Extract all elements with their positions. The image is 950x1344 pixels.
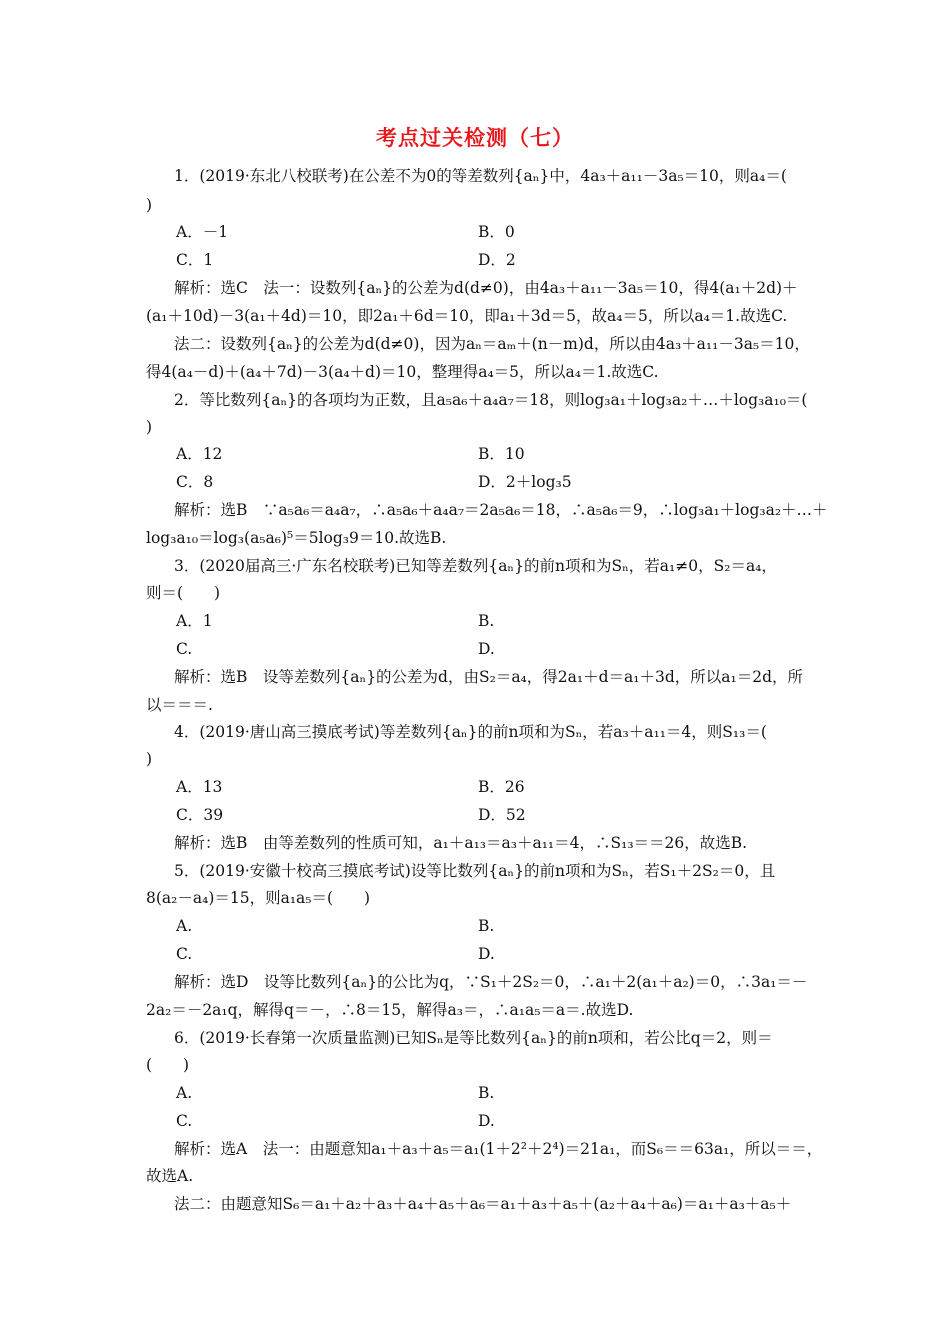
option-right: D．2 xyxy=(478,251,516,269)
text-line: 1．(2019·东北八校联考)在公差不为0的等差数列{aₙ}中，4a₃＋a₁₁－3a₅＝10，则a₄＝( xyxy=(174,167,787,185)
page-title: 考点过关检测（七） xyxy=(376,125,574,150)
option-right: D. xyxy=(478,640,495,658)
text-line: 解析：选B 设等差数列{aₙ}的公差为d，由S₂＝a₄，得2a₁＋d＝a₁＋3d，所以a₁＝2d，所 xyxy=(174,668,803,686)
text-line: 以＝＝＝. xyxy=(146,696,213,714)
text-line: 6．(2019·长春第一次质量监测)已知Sₙ是等比数列{aₙ}的前n项和，若公比q＝2，则＝ xyxy=(174,1029,773,1047)
text-line: 2．等比数列{aₙ}的各项均为正数，且a₅a₆＋a₄a₇＝18，则log₃a₁＋log₃a₂＋…＋log₃a₁₀＝( xyxy=(174,391,808,409)
text-line: 8(a₂－a₄)＝15，则a₁a₅＝( ) xyxy=(146,889,371,907)
option-left: C．1 xyxy=(176,251,214,269)
text-line: 故选A. xyxy=(146,1167,194,1185)
option-left: C．39 xyxy=(176,806,224,824)
option-left: C．8 xyxy=(176,473,214,491)
text-line: ) xyxy=(146,418,153,436)
text-line: 解析：选B ∵a₅a₆＝a₄a₇，∴a₅a₆＋a₄a₇＝2a₅a₆＝18，∴a₅a₆＝9，∴log₃a₁＋log₃a₂＋…＋ xyxy=(174,501,828,519)
text-line: 解析：选C 法一：设数列{aₙ}的公差为d(d≠0)，由4a₃＋a₁₁－3a₅＝10，得4(a₁＋2d)＋ xyxy=(174,279,798,297)
option-left: C. xyxy=(176,945,193,963)
text-line: 3．(2020届高三·广东名校联考)已知等差数列{aₙ}的前n项和为Sₙ，若a₁≠0，S₂＝a₄， xyxy=(174,557,777,575)
option-right: B．0 xyxy=(478,223,515,241)
option-left: A. xyxy=(176,917,193,935)
text-line: 解析：选D 设等比数列{aₙ}的公比为q，∵S₁＋2S₂＝0，∴a₁＋2(a₁＋a₂)＝0，∴3a₁＝－ xyxy=(174,973,808,991)
option-left: A．1 xyxy=(176,612,213,630)
text-line: 法二：由题意知S₆＝a₁＋a₂＋a₃＋a₄＋a₅＋a₆＝a₁＋a₃＋a₅＋(a₂＋a₄＋a₆)＝a₁＋a₃＋a₅＋ xyxy=(174,1195,792,1213)
text-line: log₃a₁₀＝log₃(a₅a₆)⁵＝5log₃9＝10.故选B. xyxy=(146,529,447,547)
option-right: B. xyxy=(478,917,495,935)
option-left: A．12 xyxy=(176,445,223,463)
option-right: B．26 xyxy=(478,778,525,796)
option-left: C. xyxy=(176,1112,193,1130)
option-left: C. xyxy=(176,640,193,658)
option-left: A．－1 xyxy=(176,223,229,241)
option-right: B．10 xyxy=(478,445,525,463)
text-line: (a₁＋10d)－3(a₁＋4d)＝10，即2a₁＋6d＝10，即a₁＋3d＝5，故a₄＝5，所以a₄＝1.故选C. xyxy=(146,307,788,325)
text-line: 5．(2019·安徽十校高三摸底考试)设等比数列{aₙ}的前n项和为Sₙ，若S₁＋2S₂＝0，且 xyxy=(174,862,776,880)
text-line: 4．(2019·唐山高三摸底考试)等差数列{aₙ}的前n项和为Sₙ，若a₃＋a₁₁＝4，则S₁₃＝( xyxy=(174,723,767,741)
option-right: B. xyxy=(478,1084,495,1102)
option-left: A. xyxy=(176,1084,193,1102)
text-line: ) xyxy=(146,196,153,214)
text-line: 2a₂＝－2a₁q，解得q＝－，∴8＝15，解得a₃＝，∴a₁a₅＝a＝.故选D. xyxy=(146,1001,634,1019)
text-line: 解析：选B 由等差数列的性质可知，a₁＋a₁₃＝a₃＋a₁₁＝4，∴S₁₃＝＝26，故选B. xyxy=(174,834,748,852)
option-right: D．52 xyxy=(478,806,526,824)
option-right: D．2＋log₃5 xyxy=(478,473,572,491)
text-line: 法二：设数列{aₙ}的公差为d(d≠0)，因为aₙ＝aₘ＋(n－m)d，所以由4a₃＋a₁₁－3a₅＝10， xyxy=(174,335,810,353)
text-line: 则＝( ) xyxy=(146,584,221,602)
text-line: 解析：选A 法一：由题意知a₁＋a₃＋a₅＝a₁(1＋2²＋2⁴)＝21a₁，而S₆＝＝63a₁，所以＝＝， xyxy=(174,1140,823,1158)
option-right: D. xyxy=(478,945,495,963)
option-right: B. xyxy=(478,612,495,630)
text-line: ( ) xyxy=(146,1056,190,1074)
option-right: D. xyxy=(478,1112,495,1130)
text-line: 得4(a₄－d)＋(a₄＋7d)－3(a₄＋d)＝10，整理得a₄＝5，所以a₄＝1.故选C. xyxy=(146,363,659,381)
text-line: ) xyxy=(146,750,153,768)
option-left: A．13 xyxy=(176,778,223,796)
